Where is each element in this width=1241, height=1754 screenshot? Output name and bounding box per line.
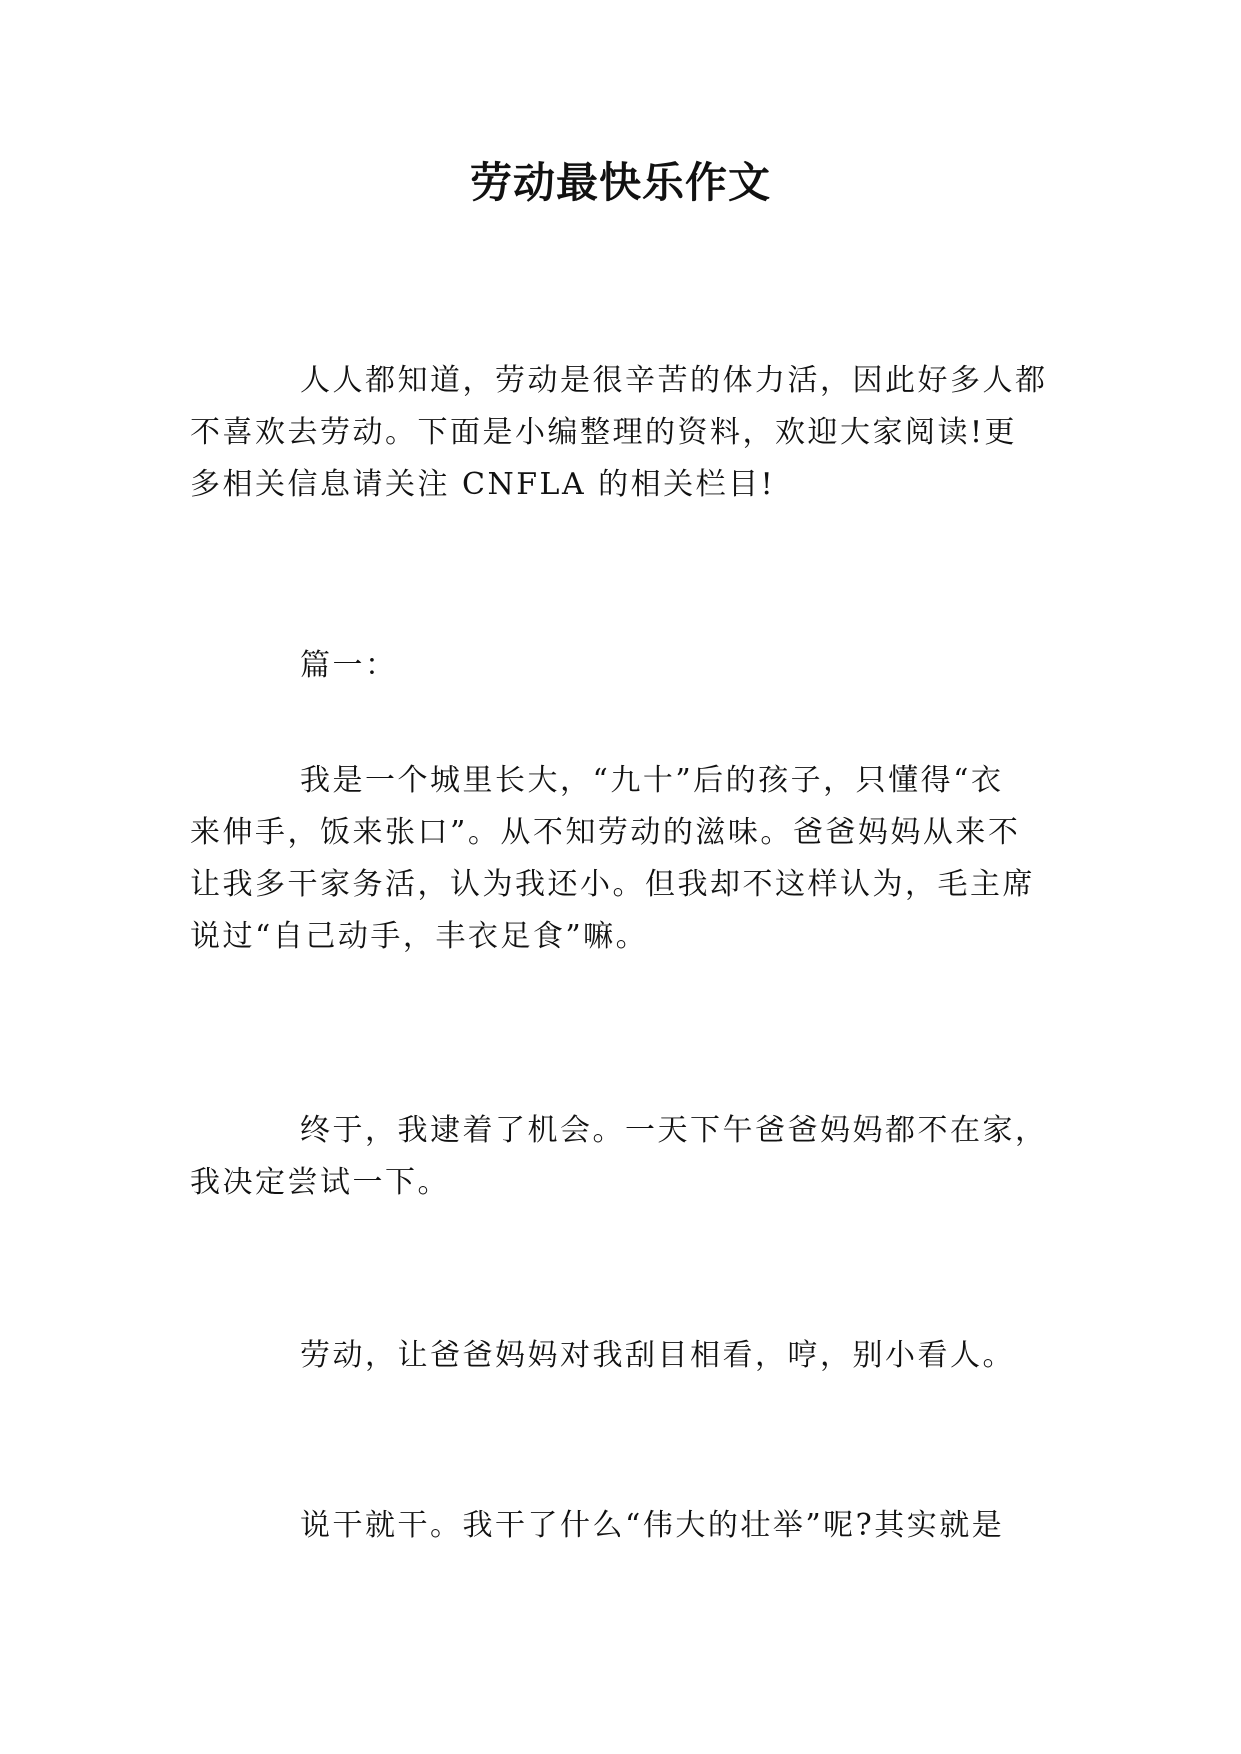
paragraph-line: 人人都知道，劳动是很辛苦的体力活，因此好多人都 [300, 363, 1048, 398]
paragraph-line: 不喜欢去劳动。下面是小编整理的资料，欢迎大家阅读!更 [190, 415, 1018, 450]
body-paragraph [190, 1105, 1060, 1209]
paragraph-line: 篇一： [300, 648, 398, 683]
paragraph-line: 让我多干家务活，认为我还小。但我却不这样认为，毛主席 [190, 867, 1035, 902]
body-paragraph [190, 1330, 1060, 1382]
intro-paragraph [190, 355, 1060, 511]
body-paragraph [190, 755, 1060, 963]
body-paragraph [190, 1500, 1060, 1552]
paragraph-line: 来伸手，饭来张口”。从不知劳动的滋味。爸爸妈妈从来不 [190, 815, 1021, 850]
paragraph-line: 终于，我逮着了机会。一天下午爸爸妈妈都不在家， [300, 1113, 1048, 1148]
paragraph-line: 我决定尝试一下。 [190, 1165, 450, 1200]
paragraph-line: 我是一个城里长大，“九十”后的孩子，只懂得“衣 [300, 763, 1004, 798]
paragraph-line: 劳动，让爸爸妈妈对我刮目相看，哼，别小看人。 [300, 1338, 1015, 1373]
paragraph-line: 说干就干。我干了什么“伟大的壮举”呢?其实就是 [300, 1508, 1005, 1543]
section-heading [190, 640, 1060, 692]
paragraph-line: 多相关信息请关注 CNFLA 的相关栏目! [190, 467, 776, 502]
paragraph-line: 说过“自己动手，丰衣足食”嘛。 [190, 919, 649, 954]
document-title: 劳动最快乐作文 [469, 158, 771, 207]
